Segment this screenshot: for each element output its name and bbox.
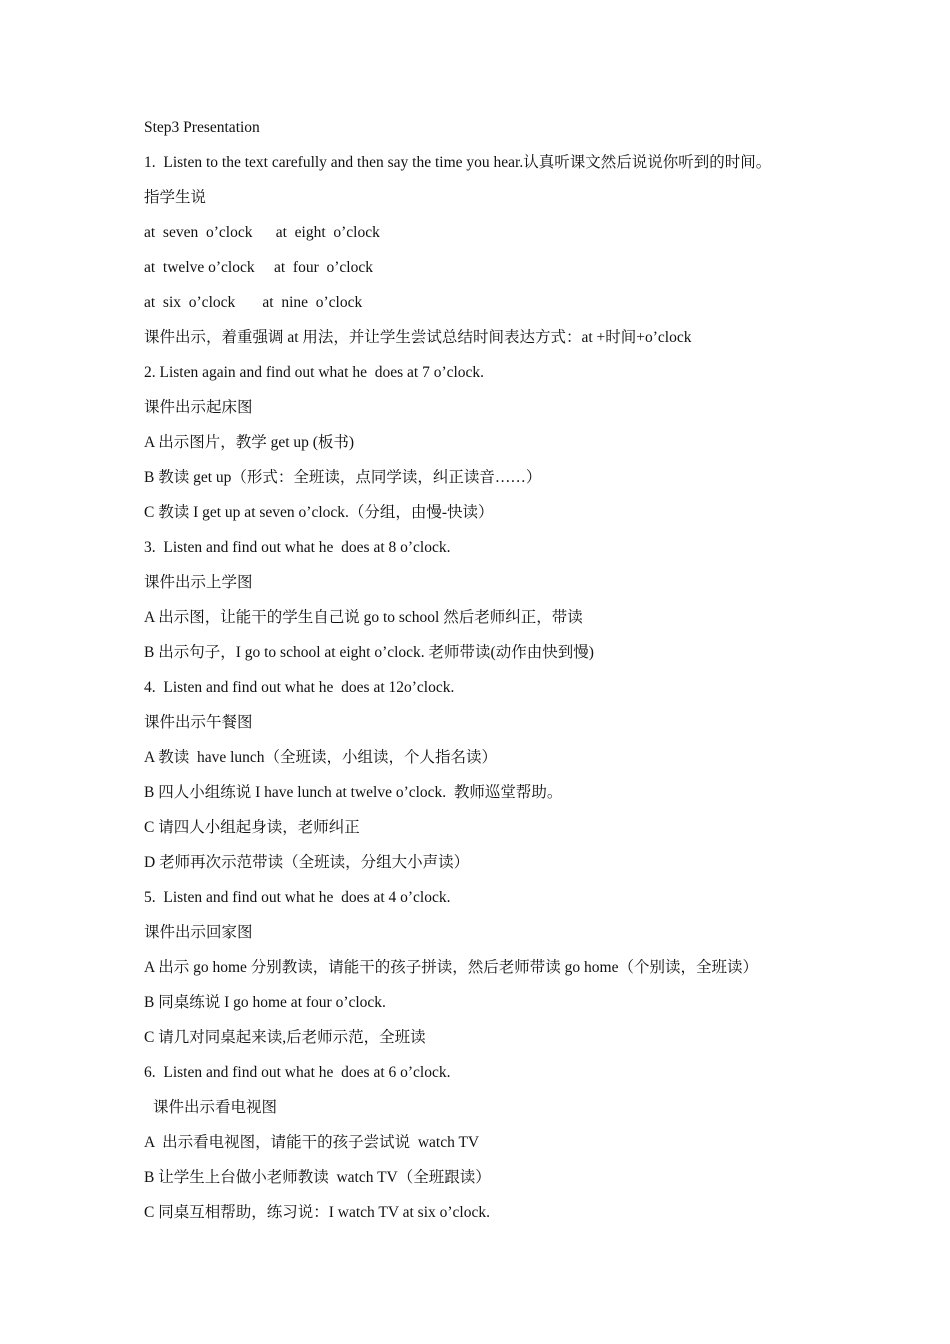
task-1-instruction: 1. Listen to the text carefully and then say the time you hear.认真听课文然后说说你听到的时间。 (144, 154, 772, 171)
text-line: A 教读 have lunch（全班读，小组读，个人指名读） (144, 749, 498, 766)
document-body (144, 115, 844, 1235)
text-line: C 教读 I get up at seven o’clock.（分组，由慢-快读） (144, 504, 494, 521)
time-phrase-line: at twelve o’clock at four o’clock (144, 259, 373, 276)
task-2-instruction: 2. Listen again and find out what he does at 7 o’clock. (144, 364, 485, 381)
text-line: 指学生说 (144, 189, 207, 206)
text-line: C 请四人小组起身读，老师纠正 (144, 819, 360, 836)
task-3-instruction: 3. Listen and find out what he does at 8 o’clock. (144, 539, 451, 556)
text-line: A 出示图，让能干的学生自己说 go to school 然后老师纠正，带读 (144, 609, 583, 626)
text-line: 课件出示看电视图 (153, 1099, 278, 1116)
text-line: B 教读 get up（形式：全班读，点同学读，纠正读音……） (144, 469, 542, 486)
text-line: B 让学生上台做小老师教读 watch TV（全班跟读） (144, 1169, 491, 1186)
text-line: 课件出示午餐图 (144, 714, 253, 731)
text-line: 课件出示上学图 (144, 574, 253, 591)
section-heading: Step3 Presentation (144, 119, 260, 136)
text-line: 课件出示，着重强调 at 用法，并让学生尝试总结时间表达方式：at +时间+o’clock (144, 329, 692, 346)
task-6-instruction: 6. Listen and find out what he does at 6 o’clock. (144, 1064, 451, 1081)
text-line: A 出示 go home 分别教读，请能干的孩子拼读，然后老师带读 go home（个别读，全班读） (144, 959, 758, 976)
text-line: A 出示看电视图，请能干的孩子尝试说 watch TV (144, 1134, 480, 1151)
text-line: 课件出示起床图 (144, 399, 253, 416)
text-line: C 请几对同桌起来读,后老师示范，全班读 (144, 1029, 426, 1046)
text-line: D 老师再次示范带读（全班读，分组大小声读） (144, 854, 470, 871)
text-line: A 出示图片，教学 get up (板书) (144, 434, 355, 451)
task-5-instruction: 5. Listen and find out what he does at 4 o’clock. (144, 889, 451, 906)
text-line: 课件出示回家图 (144, 924, 253, 941)
text-line: B 同桌练说 I go home at four o’clock. (144, 994, 386, 1011)
text-line: C 同桌互相帮助，练习说：I watch TV at six o’clock. (144, 1204, 490, 1221)
time-phrase-line: at six o’clock at nine o’clock (144, 294, 363, 311)
text-line: B 四人小组练说 I have lunch at twelve o’clock. 教师巡堂帮助。 (144, 784, 563, 801)
text-line: B 出示句子，I go to school at eight o’clock. 老师带读(动作由快到慢) (144, 644, 594, 661)
time-phrase-line: at seven o’clock at eight o’clock (144, 224, 380, 241)
task-4-instruction: 4. Listen and find out what he does at 12o’clock. (144, 679, 455, 696)
